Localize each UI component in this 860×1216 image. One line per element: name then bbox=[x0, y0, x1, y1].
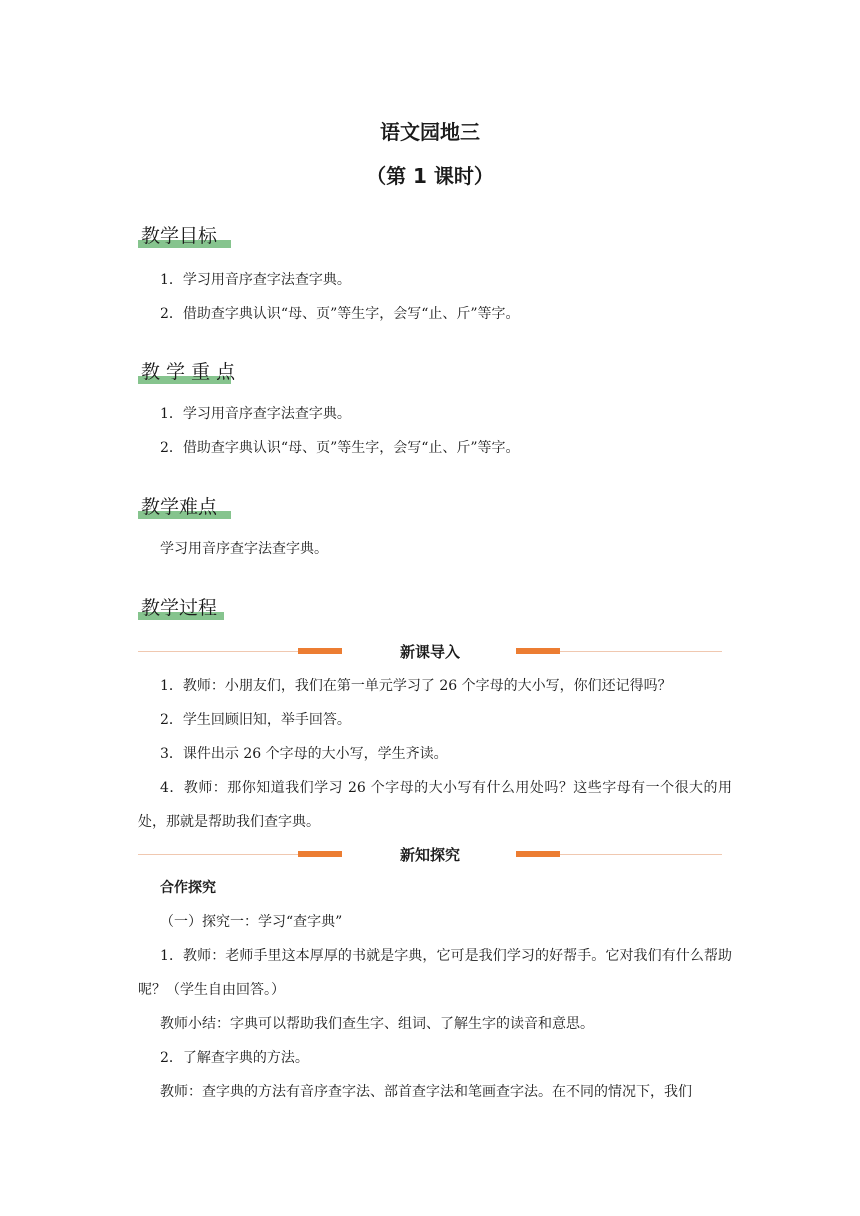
intro-item: 3．课件出示 26 个字母的大小写，学生齐读。 bbox=[160, 746, 448, 762]
intro-item: 4．教师：那你知道我们学习 26 个字母的大小写有什么用处吗？这些字母有一个很大的用处，那就是帮助我们查字典。 bbox=[138, 780, 732, 830]
document-title: 语文园地三 bbox=[380, 120, 480, 144]
goal-item: 1．学习用音序查字法查字典。 bbox=[160, 272, 351, 288]
explore-item: 2．了解查字典的方法。 bbox=[160, 1050, 309, 1066]
key-point-item: 1．学习用音序查字法查字典。 bbox=[160, 406, 351, 422]
heading-text: 教 学 重 点 bbox=[141, 361, 236, 383]
explore-part-title: （一）探究一：学习“查字典” bbox=[160, 914, 343, 930]
heading-text: 教学过程 bbox=[141, 597, 218, 619]
explore-item: 1．教师：老师手里这本厚厚的书就是字典，它可是我们学习的好帮手。它对我们有什么帮助呢？（学生自由回答。） bbox=[138, 948, 732, 998]
section-heading-process bbox=[138, 590, 224, 620]
goal-item: 2．借助查字典认识“母、页”等生字，会写“止、斤”等字。 bbox=[160, 306, 520, 322]
explore-item: 教师小结：字典可以帮助我们查生字、组词、了解生字的读音和意思。 bbox=[160, 1016, 594, 1032]
key-point-item: 2．借助查字典认识“母、页”等生字，会写“止、斤”等字。 bbox=[160, 440, 520, 456]
heading-text: 教学目标 bbox=[141, 225, 218, 247]
divider-intro bbox=[138, 640, 722, 662]
section-heading-difficulties bbox=[138, 489, 231, 519]
divider-label: 新课导入 bbox=[399, 643, 460, 661]
explore-item: 教师：查字典的方法有音序查字法、部首查字法和笔画查字法。在不同的情况下，我们 bbox=[160, 1084, 692, 1100]
divider-label: 新知探究 bbox=[399, 846, 460, 864]
section-heading-goals bbox=[138, 218, 231, 248]
intro-item: 1．教师：小朋友们，我们在第一单元学习了 26 个字母的大小写，你们还记得吗？ bbox=[160, 678, 672, 694]
divider-explore bbox=[138, 843, 722, 865]
difficulty-text: 学习用音序查字法查字典。 bbox=[160, 541, 328, 557]
section-heading-key-points bbox=[138, 354, 236, 384]
document-subtitle: （第 1 课时） bbox=[366, 164, 494, 188]
heading-text: 教学难点 bbox=[141, 496, 218, 518]
intro-item: 2．学生回顾旧知，举手回答。 bbox=[160, 712, 351, 728]
explore-subheading: 合作探究 bbox=[160, 880, 216, 896]
